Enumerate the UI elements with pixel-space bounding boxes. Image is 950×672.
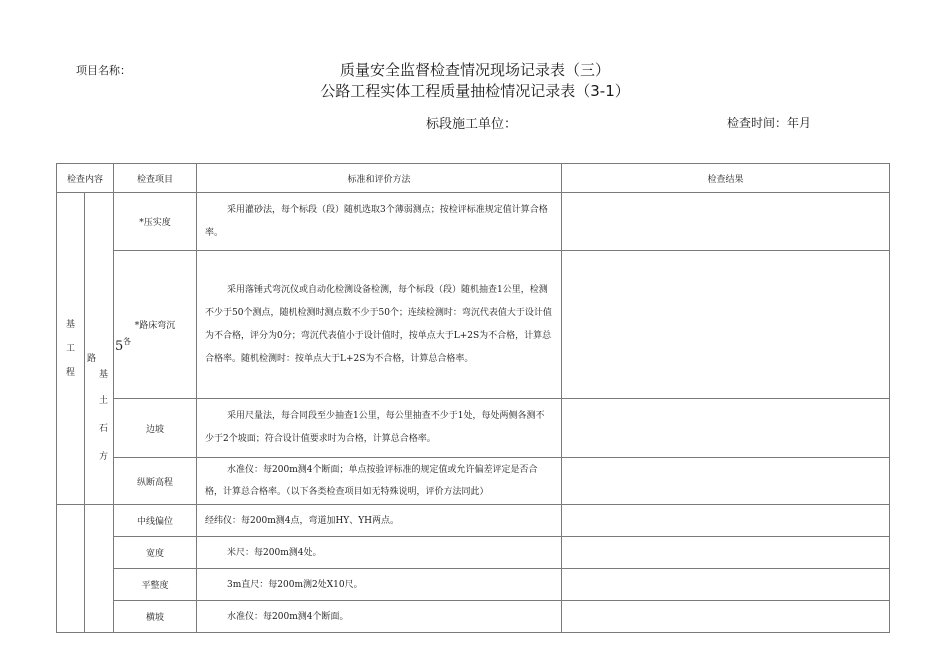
group-outer-char: 程 (65, 367, 75, 378)
result-cell[interactable] (562, 251, 890, 399)
table-row (57, 569, 890, 601)
item-cell: 宽度 (114, 537, 197, 569)
section-unit-label: 标段施工单位： (426, 117, 518, 132)
group-inner-continued (85, 601, 114, 633)
standard-text: 经纬仪：每200m测4点，弯道加HY、YH两点。 (205, 515, 400, 526)
group-outer-cell (57, 193, 85, 505)
group-inner-continued (85, 505, 114, 537)
group-outer-char: 基 (65, 319, 75, 330)
table-row (57, 537, 890, 569)
table-row (57, 251, 890, 399)
item-cell: 平整度 (114, 569, 197, 601)
standard-text: 米尺：每200m测4处。 (227, 547, 322, 558)
item-cell: 横坡 (114, 601, 197, 633)
standard-cell (197, 251, 562, 399)
item-cell: 纵断高程 (114, 458, 197, 505)
group-outer-continued (57, 569, 85, 601)
table-row (57, 193, 890, 251)
result-cell[interactable] (562, 601, 890, 633)
standard-cell (197, 569, 562, 601)
group-inner-char: 土 (99, 396, 109, 406)
group-inner-continued (85, 537, 114, 569)
item-cell: *压实度 (114, 193, 197, 251)
standard-text: 3m直尺：每200m测2处X10尺。 (227, 579, 363, 590)
standard-cell (197, 601, 562, 633)
standard-text: 采用尺量法，每合同段至少抽查1公里，每公里抽查不少于1处，每处两侧各测不少于2个坡面；符合设计值要求时为合格，计算总合格率。 (205, 411, 545, 444)
table-row (57, 505, 890, 537)
form-subtitle: 公路工程实体工程质量抽检情况记录表（3-1） (320, 82, 630, 100)
standard-cell (197, 505, 562, 537)
result-cell[interactable] (562, 193, 890, 251)
standard-text: 水准仪：每200m测4个断面。 (227, 611, 349, 622)
project-name-label: 项目名称： (76, 64, 131, 77)
inspection-table (56, 163, 890, 633)
item-cell: 边坡 (114, 399, 197, 458)
inspect-time-label: 检查时间：年月 (727, 116, 812, 130)
result-cell[interactable] (562, 537, 890, 569)
table-row (57, 399, 890, 458)
standard-text: 采用灌砂法，每个标段（段）随机选取3个薄弱测点；按检评标准规定值计算合格率。 (205, 204, 548, 238)
group-mark-five: 5 (115, 339, 124, 354)
item-cell: 中线偏位 (114, 505, 197, 537)
header-standard: 标准和评价方法 (197, 164, 562, 193)
result-cell[interactable] (562, 458, 890, 505)
group-inner-continued (85, 569, 114, 601)
result-cell[interactable] (562, 505, 890, 537)
header-result: 检查结果 (562, 164, 890, 193)
header-item: 检查项目 (114, 164, 197, 193)
standard-text: 采用落锤式弯沉仪或自动化检测设备检测，每个标段（段）随机抽查1公里，检测不少于50个测点，随机检测时测点数不少于50个；连续检测时：弯沉代表值大于设计值为不合格，评分为0分；弯沉代表值小于设计值时，按单点大于L+2S为不合格，计算总合格率。随机检测时：按单点大于L+2S为不合格，计算总合格率。 (205, 284, 552, 364)
group-inner-cell (85, 193, 131, 505)
form-title: 质量安全监督检查情况现场记录表（三） (339, 61, 610, 79)
result-cell[interactable] (562, 399, 890, 458)
group-outer-char: 工 (65, 343, 75, 354)
group-outer-continued (57, 505, 85, 537)
group-mark-ge: 各 (123, 337, 131, 346)
group-inner-char: 基 (99, 370, 109, 380)
standard-cell (197, 399, 562, 458)
group-outer-continued (57, 601, 85, 633)
standard-text: 水准仪：每200m测4个断面；单点按验评标准的规定值或允许偏差评定是否合格，计算总合格率。（以下各类检查项目如无特殊说明，评价方法同此） (205, 465, 538, 497)
group-inner-char: 方 (99, 452, 109, 462)
result-cell[interactable] (562, 569, 890, 601)
item-cell: *路床弯沉 (114, 251, 197, 399)
table-row (57, 458, 890, 505)
table-row (57, 601, 890, 633)
table-header-row (57, 164, 890, 193)
group-inner-char: 路 (87, 354, 97, 364)
standard-cell (197, 537, 562, 569)
header-content: 检查内容 (57, 164, 114, 193)
group-inner-char: 石 (99, 424, 109, 434)
group-outer-continued (57, 537, 85, 569)
standard-cell (197, 193, 562, 251)
standard-cell (197, 458, 562, 505)
